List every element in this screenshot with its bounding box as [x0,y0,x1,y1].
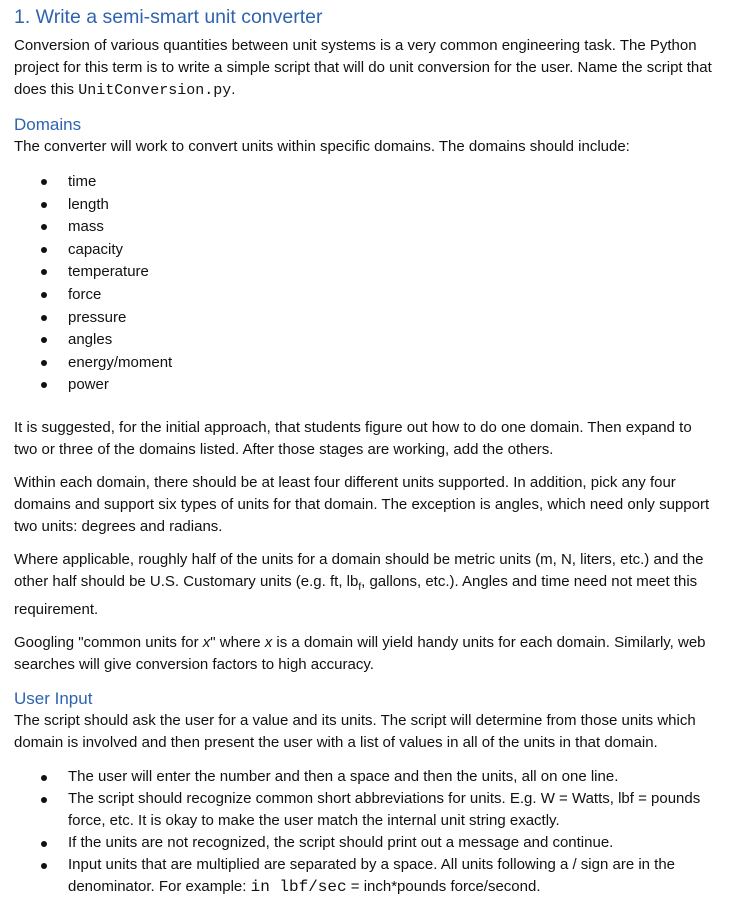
list-item [41,194,718,217]
list-item [41,239,718,262]
bullet-icon [41,841,47,847]
bullet-icon [41,224,47,230]
domain-item-label: time [68,173,97,190]
units-count-paragraph: Within each domain, there should be at least four different units supported. In addition, pick any four domains and support six types of units for that domain. The exception is angles, which need only support two units: degrees and radians. [14,473,710,535]
domains-heading: Domains [14,115,82,134]
list-item [41,329,718,352]
bullet-icon [41,360,47,366]
metric-text-post: , gallons, etc.). Angles and time need not meet this requirement. [14,572,698,618]
bullet-icon [41,269,47,275]
user-input-heading: User Input [14,688,93,708]
intro-text: Conversion of various quantities between unit systems is a very common engineering task. The Python project for this term is to write a simple script that will do unit conversion for the user. Name the script that does this [14,37,712,98]
user-input-bullet-text-end: = inch*pounds force/second. [346,877,541,895]
user-input-intro: The script should ask the user for a value and its units. The script will determine from those units which domain is involved and then present the user with a list of values in all of the units in that domain. [14,711,696,751]
approach-paragraph: It is suggested, for the initial approach, that students figure out how to do one domain. Then expand to two or three of the domains listed. After those stages are working, add the others. [14,418,692,458]
domain-item-label: temperature [68,263,149,281]
list-item [41,307,718,330]
user-input-list [14,766,718,898]
list-item [41,374,718,397]
user-input-bullet-text: The user will enter the number and then a space and then the units, all on one line. [68,767,619,785]
list-item [41,171,718,194]
list-item [41,216,718,239]
list-item [41,261,718,284]
domain-item-label: capacity [68,240,124,258]
domain-item-label: angles [68,331,113,349]
page-title: 1. Write a semi-smart unit converter [14,6,323,28]
bullet-icon [41,315,47,321]
bullet-icon [41,202,47,208]
domain-item-label: energy/moment [68,353,173,371]
user-input-bullet-text: Input units that are multiplied are separated by a space. All units following a / sign are in the denominator. For example: [68,855,676,895]
example-code: in lbf/sec [250,877,347,896]
bullet-icon [41,337,47,343]
list-item [41,832,718,854]
list-item [41,766,718,788]
intro-end: . [231,81,236,98]
domains-list [14,171,718,397]
googling-text-pre: Googling "common units for [14,633,203,651]
metric-text-pre: Where applicable, roughly half of the units for a domain should be metric units (m, N, liters, etc.) and the other half should be U.S. Customary units (e.g. ft, lb [14,550,704,590]
list-item [41,352,718,375]
googling-var-x: x [202,633,211,651]
domain-item-label: power [68,376,109,394]
intro-paragraph [14,35,718,102]
domain-item-label: force [68,285,102,303]
user-input-bullet-text: If the units are not recognized, the script should print out a message and continue. [68,833,614,851]
domain-item-label: mass [68,218,104,236]
list-item [41,284,718,307]
googling-text-mid: " where [210,633,265,651]
googling-var-x-2: x [264,633,273,651]
domains-intro: The converter will work to convert units within specific domains. The domains should include: [14,138,630,155]
bullet-icon [41,775,47,781]
user-input-bullet-text: The script should recognize common short abbreviations for units. E.g. W = Watts, lbf = pounds force, etc. It is okay to make the user match the internal unit string exactly. [68,789,701,829]
script-name-code: UnitConversion.py [78,82,232,99]
googling-paragraph [14,632,718,676]
list-item [41,788,718,832]
metric-paragraph [14,549,718,621]
domain-item-label: pressure [68,308,127,326]
bullet-icon [41,292,47,298]
bullet-icon [41,797,47,803]
bullet-icon [41,247,47,253]
list-item [41,854,718,898]
googling-text-post: is a domain will yield handy units for each domain. Similarly, web searches will give conversion factors to high accuracy. [14,633,706,673]
bullet-icon [41,382,47,388]
bullet-icon [41,863,47,869]
domain-item-label: length [68,195,109,213]
metric-subscript: f [358,581,362,593]
bullet-icon [41,179,47,185]
